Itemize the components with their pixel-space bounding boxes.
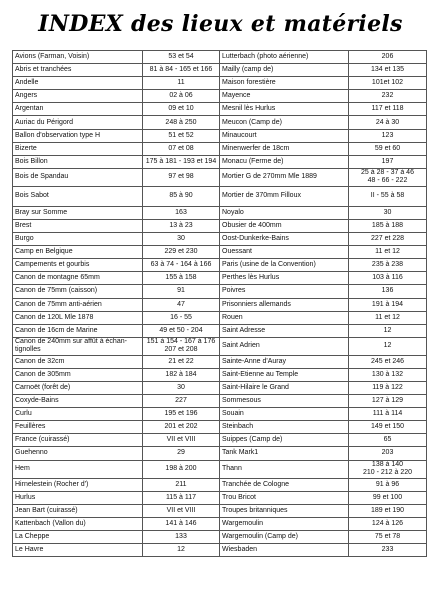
page-numbers: 12 xyxy=(349,337,427,355)
place-name: Thann xyxy=(220,460,349,478)
table-row xyxy=(13,447,427,460)
page-numbers: 127 à 129 xyxy=(349,395,427,408)
place-name: Ouessant xyxy=(220,246,349,259)
page-numbers: 191 à 194 xyxy=(349,298,427,311)
page-numbers: 229 et 230 xyxy=(143,246,220,259)
table-row xyxy=(13,168,427,186)
place-name: Perthes lès Hurlus xyxy=(220,272,349,285)
place-name: Bois Billon xyxy=(13,155,143,168)
place-name: Rouen xyxy=(220,311,349,324)
place-name: Paris (usine de la Convention) xyxy=(220,259,349,272)
page-numbers: 12 xyxy=(143,544,220,557)
page-numbers: 63 à 74 - 164 à 166 xyxy=(143,259,220,272)
page-numbers: 91 à 96 xyxy=(349,478,427,491)
page-numbers: 124 à 126 xyxy=(349,517,427,530)
place-name: Mesnil lès Hurlus xyxy=(220,103,349,116)
page-numbers: 119 à 122 xyxy=(349,381,427,394)
place-name: Feuillères xyxy=(13,421,143,434)
page-numbers: 115 à 117 xyxy=(143,491,220,504)
table-row xyxy=(13,478,427,491)
place-name: Bois de Spandau xyxy=(13,168,143,186)
place-name: Saint-Hilaire le Grand xyxy=(220,381,349,394)
page-numbers: 24 à 30 xyxy=(349,116,427,129)
place-name: Steinbach xyxy=(220,421,349,434)
table-row xyxy=(13,517,427,530)
page-numbers: 99 et 100 xyxy=(349,491,427,504)
page-numbers: 11 et 12 xyxy=(349,246,427,259)
page-numbers: 65 xyxy=(349,434,427,447)
table-row xyxy=(13,64,427,77)
place-name: Hurlus xyxy=(13,491,143,504)
place-name: Noyalo xyxy=(220,206,349,219)
place-name: Obusier de 400mm xyxy=(220,219,349,232)
place-name: Canon de 120L Mle 1878 xyxy=(13,311,143,324)
page-numbers: 16 - 55 xyxy=(143,311,220,324)
place-name: Brest xyxy=(13,219,143,232)
place-name: Meucon (Camp de) xyxy=(220,116,349,129)
place-name: Camp en Belgique xyxy=(13,246,143,259)
place-name: Bois Sabot xyxy=(13,186,143,206)
page-numbers: 235 à 238 xyxy=(349,259,427,272)
page-numbers: 25 à 28 - 37 à 46 48 - 66 - 222 xyxy=(349,168,427,186)
table-row xyxy=(13,77,427,90)
table-row xyxy=(13,90,427,103)
page-numbers: 49 et 50 - 204 xyxy=(143,324,220,337)
place-name: Mayence xyxy=(220,90,349,103)
table-row xyxy=(13,129,427,142)
page-numbers: 245 et 246 xyxy=(349,355,427,368)
page-numbers: 13 à 23 xyxy=(143,219,220,232)
table-row xyxy=(13,285,427,298)
page-numbers: 12 xyxy=(349,324,427,337)
table-row xyxy=(13,381,427,394)
page-numbers: 151 à 154 - 167 à 176 207 et 208 xyxy=(143,337,220,355)
place-name: Bizerte xyxy=(13,142,143,155)
page-numbers: 136 xyxy=(349,285,427,298)
place-name: Carnoët (forêt de) xyxy=(13,381,143,394)
place-name: Canon de montagne 65mm xyxy=(13,272,143,285)
page-numbers: 211 xyxy=(143,478,220,491)
place-name: Trou Bricot xyxy=(220,491,349,504)
page-numbers: VII et VIII xyxy=(143,504,220,517)
page-numbers: 09 et 10 xyxy=(143,103,220,116)
page-numbers: VII et VIII xyxy=(143,434,220,447)
place-name: Tank Mark1 xyxy=(220,447,349,460)
page-numbers: 185 à 188 xyxy=(349,219,427,232)
table-row xyxy=(13,324,427,337)
place-name: Canon de 240mm sur affût à échan- tignolles xyxy=(13,337,143,355)
place-name: Minenwerfer de 18cm xyxy=(220,142,349,155)
table-row xyxy=(13,206,427,219)
page-numbers: 02 à 06 xyxy=(143,90,220,103)
place-name: Mortier de 370mm Filloux xyxy=(220,186,349,206)
page-numbers: 101et 102 xyxy=(349,77,427,90)
page-numbers: 29 xyxy=(143,447,220,460)
page-numbers: 233 xyxy=(349,544,427,557)
place-name: La Cheppe xyxy=(13,530,143,543)
place-name: Argentan xyxy=(13,103,143,116)
page-numbers: 11 xyxy=(143,77,220,90)
place-name: Curlu xyxy=(13,408,143,421)
place-name: Canon de 75mm anti-aérien xyxy=(13,298,143,311)
table-row xyxy=(13,460,427,478)
page-numbers: 111 à 114 xyxy=(349,408,427,421)
place-name: Campements et gourbis xyxy=(13,259,143,272)
table-row xyxy=(13,233,427,246)
table-row xyxy=(13,408,427,421)
page-numbers: 103 à 116 xyxy=(349,272,427,285)
table-row xyxy=(13,337,427,355)
place-name: Lutterbach (photo aérienne) xyxy=(220,51,349,64)
table-row xyxy=(13,142,427,155)
place-name: Hem xyxy=(13,460,143,478)
place-name: Poivres xyxy=(220,285,349,298)
place-name: Jean Bart (cuirassé) xyxy=(13,504,143,517)
place-name: Saint Adresse xyxy=(220,324,349,337)
place-name: Coxyde-Bains xyxy=(13,395,143,408)
place-name: Andelle xyxy=(13,77,143,90)
page-numbers: 201 et 202 xyxy=(143,421,220,434)
place-name: Auriac du Périgord xyxy=(13,116,143,129)
place-name: Wargemoulin xyxy=(220,517,349,530)
place-name: Monacu (Ferme de) xyxy=(220,155,349,168)
page-numbers: 133 xyxy=(143,530,220,543)
page-numbers: II - 55 à 58 xyxy=(349,186,427,206)
place-name: Suippes (Camp de) xyxy=(220,434,349,447)
table-row xyxy=(13,219,427,232)
page-numbers: 117 et 118 xyxy=(349,103,427,116)
table-row xyxy=(13,311,427,324)
place-name: Saint-Etienne au Temple xyxy=(220,368,349,381)
page-numbers: 195 et 196 xyxy=(143,408,220,421)
table-row xyxy=(13,298,427,311)
table-row xyxy=(13,155,427,168)
page-numbers: 130 à 132 xyxy=(349,368,427,381)
place-name: Wargemoulin (Camp de) xyxy=(220,530,349,543)
table-row xyxy=(13,116,427,129)
page-numbers: 30 xyxy=(143,233,220,246)
place-name: Tranchée de Cologne xyxy=(220,478,349,491)
table-row xyxy=(13,504,427,517)
page-numbers: 175 à 181 - 193 et 194 xyxy=(143,155,220,168)
place-name: Mailly (camp de) xyxy=(220,64,349,77)
place-name: Canon de 75mm (caisson) xyxy=(13,285,143,298)
place-name: Bray sur Somme xyxy=(13,206,143,219)
table-row xyxy=(13,421,427,434)
place-name: France (cuirassé) xyxy=(13,434,143,447)
page-title: INDEX des lieux et matériels xyxy=(38,11,403,37)
page-numbers: 155 à 158 xyxy=(143,272,220,285)
page-numbers: 141 à 146 xyxy=(143,517,220,530)
page-numbers: 53 et 54 xyxy=(143,51,220,64)
place-name: Kattenbach (Vallon du) xyxy=(13,517,143,530)
table-row xyxy=(13,434,427,447)
page-numbers: 07 et 08 xyxy=(143,142,220,155)
table-row xyxy=(13,491,427,504)
table-row xyxy=(13,246,427,259)
place-name: Canon de 32cm xyxy=(13,355,143,368)
table-row xyxy=(13,544,427,557)
page-numbers: 47 xyxy=(143,298,220,311)
page-numbers: 203 xyxy=(349,447,427,460)
place-name: Le Havre xyxy=(13,544,143,557)
page-numbers: 198 à 200 xyxy=(143,460,220,478)
page-numbers: 51 et 52 xyxy=(143,129,220,142)
table-row xyxy=(13,259,427,272)
place-name: Ballon d'observation type H xyxy=(13,129,143,142)
index-table-body xyxy=(13,51,427,557)
page-numbers: 149 et 150 xyxy=(349,421,427,434)
place-name: Avions (Farman, Voisin) xyxy=(13,51,143,64)
page-numbers: 248 à 250 xyxy=(143,116,220,129)
table-row xyxy=(13,355,427,368)
page-numbers: 21 et 22 xyxy=(143,355,220,368)
place-name: Guehenno xyxy=(13,447,143,460)
place-name: Mortier G de 270mm Mle 1889 xyxy=(220,168,349,186)
page-numbers: 134 et 135 xyxy=(349,64,427,77)
page-numbers: 227 xyxy=(143,395,220,408)
page-numbers: 85 à 90 xyxy=(143,186,220,206)
page-numbers: 81 à 84 - 165 et 166 xyxy=(143,64,220,77)
place-name: Burgo xyxy=(13,233,143,246)
index-table xyxy=(12,50,427,557)
place-name: Prisonniers allemands xyxy=(220,298,349,311)
page-numbers: 30 xyxy=(349,206,427,219)
place-name: Maison forestière xyxy=(220,77,349,90)
table-row xyxy=(13,103,427,116)
page-numbers: 97 et 98 xyxy=(143,168,220,186)
page-numbers: 11 et 12 xyxy=(349,311,427,324)
place-name: Minaucourt xyxy=(220,129,349,142)
table-row xyxy=(13,186,427,206)
page-numbers: 197 xyxy=(349,155,427,168)
place-name: Angers xyxy=(13,90,143,103)
table-row xyxy=(13,272,427,285)
place-name: Oost-Dunkerke-Bains xyxy=(220,233,349,246)
page-numbers: 227 et 228 xyxy=(349,233,427,246)
place-name: Sainte-Anne d'Auray xyxy=(220,355,349,368)
place-name: Saint Adrien xyxy=(220,337,349,355)
place-name: Canon de 16cm de Marine xyxy=(13,324,143,337)
page-numbers: 182 à 184 xyxy=(143,368,220,381)
place-name: Abris et tranchées xyxy=(13,64,143,77)
page-numbers: 163 xyxy=(143,206,220,219)
page-numbers: 59 et 60 xyxy=(349,142,427,155)
page-numbers: 123 xyxy=(349,129,427,142)
table-row xyxy=(13,368,427,381)
place-name: Souain xyxy=(220,408,349,421)
place-name: Canon de 305mm xyxy=(13,368,143,381)
place-name: Wiesbaden xyxy=(220,544,349,557)
place-name: Hirnelestein (Rocher d') xyxy=(13,478,143,491)
place-name: Sommesous xyxy=(220,395,349,408)
table-row xyxy=(13,530,427,543)
page-numbers: 30 xyxy=(143,381,220,394)
page-numbers: 232 xyxy=(349,90,427,103)
page-numbers: 138 à 140 210 - 212 à 220 xyxy=(349,460,427,478)
page-numbers: 91 xyxy=(143,285,220,298)
table-row xyxy=(13,51,427,64)
page-numbers: 206 xyxy=(349,51,427,64)
place-name: Troupes britanniques xyxy=(220,504,349,517)
page-numbers: 75 et 78 xyxy=(349,530,427,543)
page-numbers: 189 et 190 xyxy=(349,504,427,517)
table-row xyxy=(13,395,427,408)
